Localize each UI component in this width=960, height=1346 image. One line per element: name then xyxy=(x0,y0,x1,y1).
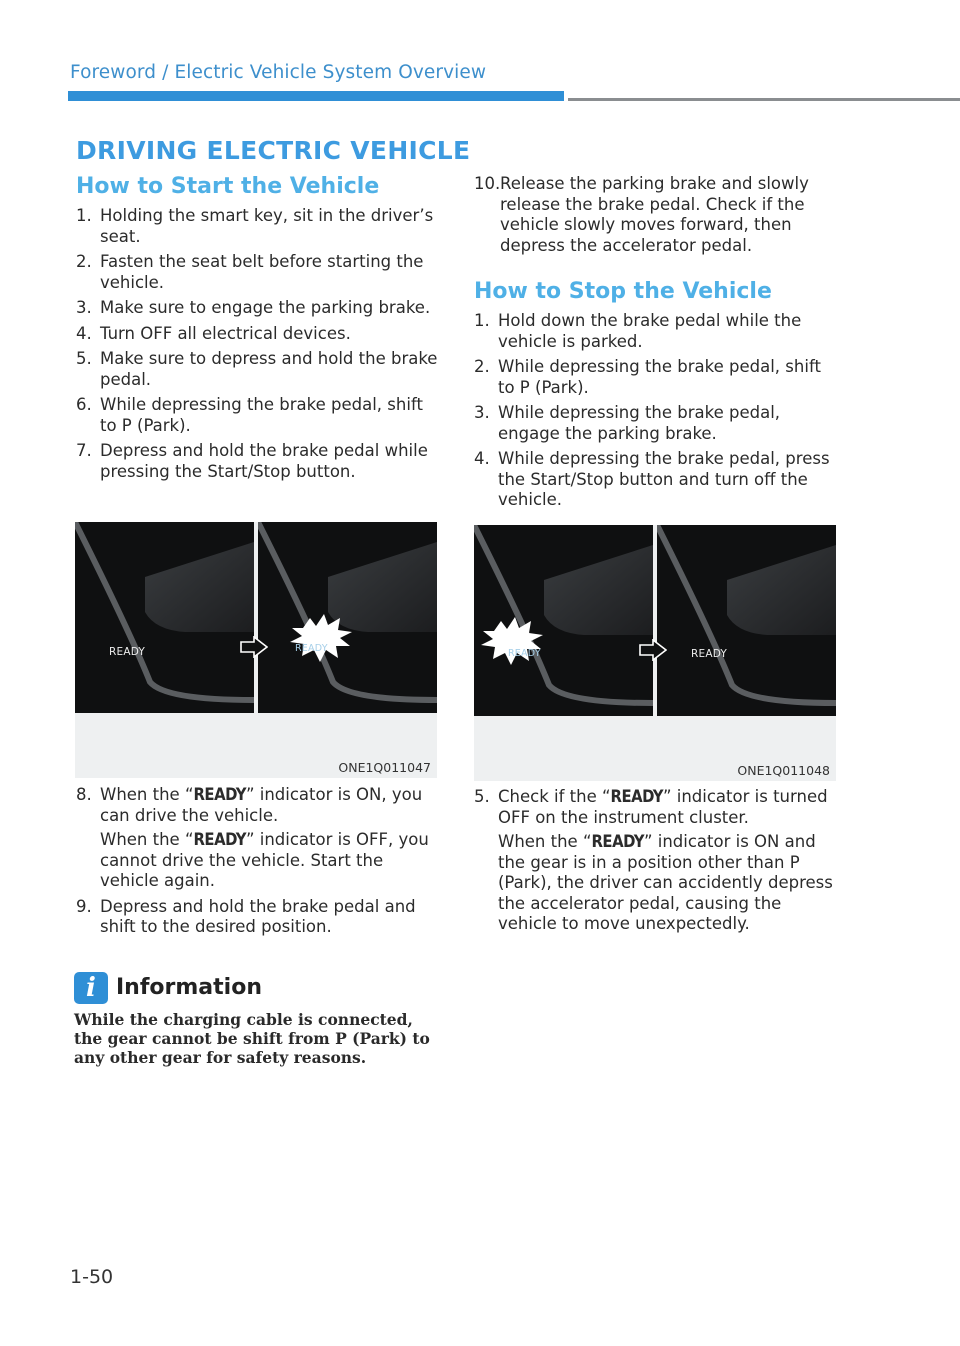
list-item: 5. Make sure to depress and hold the brake pedal. xyxy=(76,349,438,389)
list-item: 5. Check if the “READY” indicator is turned OFF on the instrument cluster. When the “READY” indicator is ON and the gear is in a position other than P (Park), the driver can accidently depress the accelerator pedal, causing the vehicle to move unexpectedly. xyxy=(474,787,833,933)
information-heading: Information xyxy=(116,975,262,1000)
arrow-right-icon xyxy=(240,636,268,658)
header-rule-grey xyxy=(568,98,960,101)
page-number: 1-50 xyxy=(70,1266,114,1288)
section-title: DRIVING ELECTRIC VEHICLE xyxy=(76,136,471,165)
arrow-right-icon xyxy=(639,639,667,661)
cluster-display-illustration xyxy=(657,525,836,716)
list-item: 4. Turn OFF all electrical devices. xyxy=(76,323,351,343)
list-item: 3. Make sure to engage the parking brake. xyxy=(76,298,431,317)
stop-vehicle-title: How to Stop the Vehicle xyxy=(474,279,772,304)
figure-stop-ready xyxy=(474,525,836,781)
ready-label-flashing: READY xyxy=(295,643,328,654)
figure-start-ready xyxy=(75,522,437,778)
list-item: 2. While depressing the brake pedal, shift to P (Park). xyxy=(474,357,821,397)
list-item: 2. Fasten the seat belt before starting the vehicle. xyxy=(76,252,424,292)
ready-label: READY xyxy=(109,646,146,658)
stop-steps-list-cont xyxy=(474,787,838,940)
start-vehicle-title: How to Start the Vehicle xyxy=(76,174,380,199)
ready-indicator-text: READY xyxy=(193,785,246,804)
cluster-panel-left xyxy=(75,522,254,713)
cluster-display-illustration xyxy=(474,525,653,716)
stop-steps-list xyxy=(474,311,836,516)
list-item: 3. While depressing the brake pedal, engage the parking brake. xyxy=(474,403,781,443)
ready-indicator-text: READY xyxy=(591,832,644,851)
info-icon: i xyxy=(74,972,108,1004)
cluster-panel-right xyxy=(657,525,836,716)
header-rule-blue xyxy=(68,91,564,101)
cluster-panel-right xyxy=(258,522,437,713)
ready-indicator-text: READY xyxy=(610,787,663,806)
start-steps-list-cont xyxy=(76,785,438,943)
ready-label: READY xyxy=(691,648,728,660)
list-item: 10. Release the parking brake and slowly release the brake pedal. Check if the vehicle slowly moves forward, then depress the accelerator pedal. xyxy=(474,174,809,255)
start-steps-list-end xyxy=(474,174,836,261)
start-steps-list xyxy=(76,206,438,487)
figure-code: ONE1Q011047 xyxy=(338,760,431,775)
list-item: 4. While depressing the brake pedal, press the Start/Stop button and turn off the vehicle. xyxy=(474,449,830,509)
list-item: 1. Hold down the brake pedal while the vehicle is parked. xyxy=(474,311,802,351)
list-item: 7. Depress and hold the brake pedal while pressing the Start/Stop button. xyxy=(76,441,428,481)
cluster-display-illustration xyxy=(75,522,254,713)
cluster-display-illustration xyxy=(258,522,437,713)
figure-code: ONE1Q011048 xyxy=(737,763,830,778)
page-header-title: Foreword / Electric Vehicle System Overview xyxy=(70,62,487,83)
list-item: 6. While depressing the brake pedal, shift to P (Park). xyxy=(76,395,423,435)
information-text: While the charging cable is connected, the gear cannot be shift from P (Park) to any other gear for safety reasons. xyxy=(74,1010,430,1067)
cluster-panel-left xyxy=(474,525,653,716)
list-item: 8. When the “READY” indicator is ON, you can drive the vehicle. When the “READY” indicator is OFF, you cannot drive the vehicle. Start the vehicle again. xyxy=(76,785,429,890)
ready-indicator-text: READY xyxy=(193,830,246,849)
list-item: 1. Holding the smart key, sit in the driver’s seat. xyxy=(76,206,434,246)
list-item: 9. Depress and hold the brake pedal and shift to the desired position. xyxy=(76,896,416,936)
ready-label-flashing: READY xyxy=(508,648,541,659)
